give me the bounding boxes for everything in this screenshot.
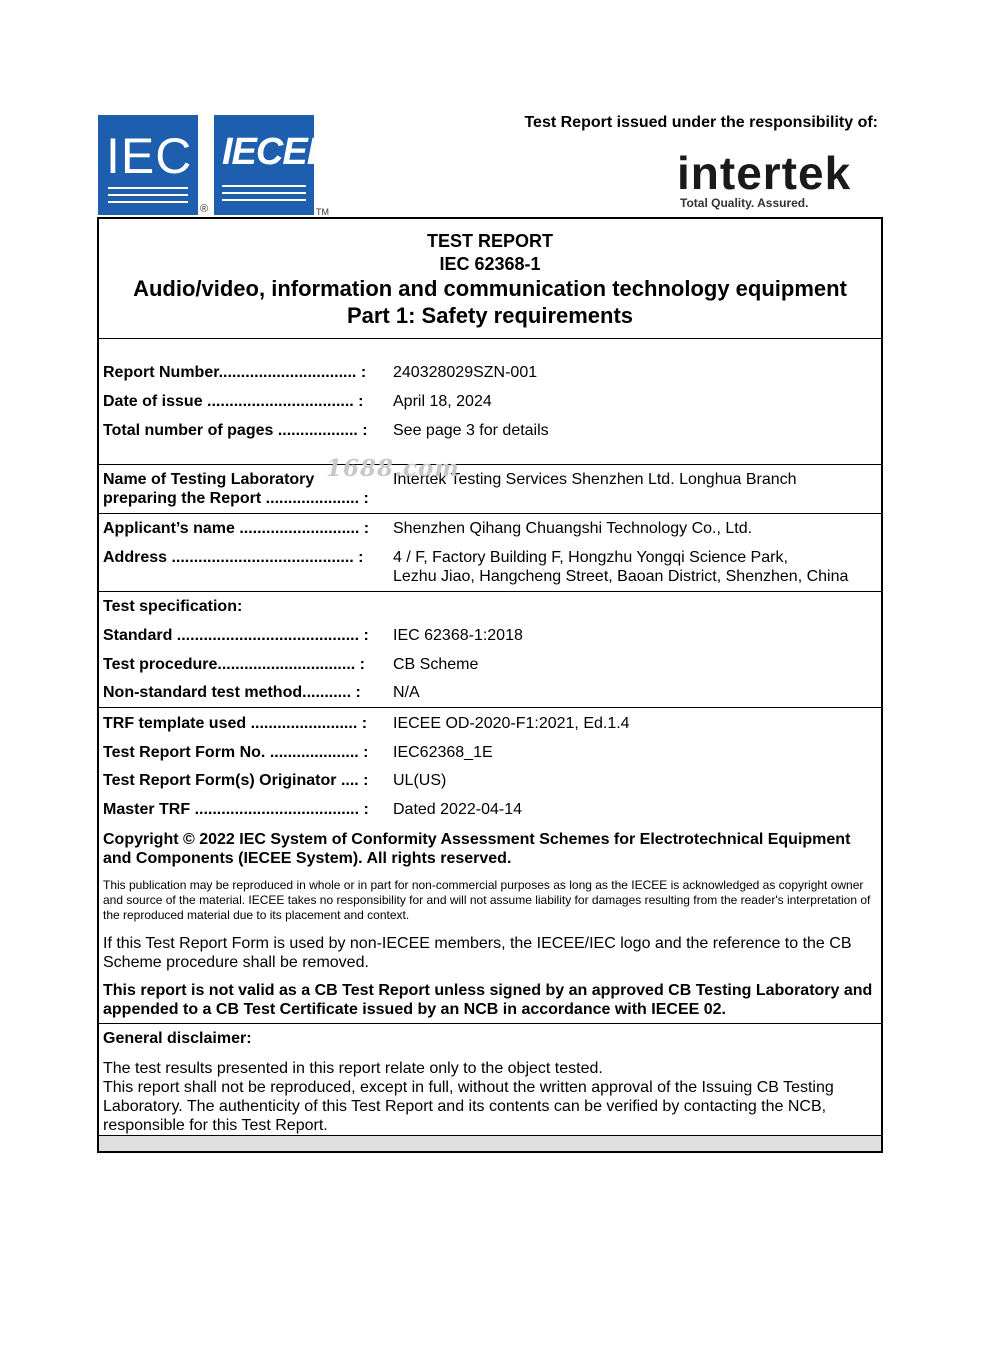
report-number-value: 240328029SZN-001 <box>393 364 538 381</box>
master-trf-value: Dated 2022-04-14 <box>393 801 522 818</box>
standard-value: IEC 62368-1:2018 <box>393 627 523 644</box>
title-equipment: Audio/video, information and communication technology equipment <box>133 276 847 301</box>
procedure-label: Test procedure............................... : <box>103 656 365 673</box>
divider <box>99 1023 881 1024</box>
iecee-logo-stripe <box>222 185 306 187</box>
applicant-name-label: Applicant’s name ........................... : <box>103 520 370 537</box>
master-trf-label: Master TRF ..................................... : <box>103 801 369 818</box>
disclaimer-heading: General disclaimer: <box>103 1030 252 1047</box>
pages-label: Total number of pages .................. : <box>103 422 368 439</box>
disclaimer-line2: This report shall not be reproduced, except in full, without the written approval of the Issuing CB Testing Laboratory. The authenticity of this Test Report and its contents can be verified by contacting the NCB, responsible for this Test Report. <box>103 1079 834 1134</box>
applicant-name-value: Shenzhen Qihang Chuangshi Technology Co., Ltd. <box>393 520 753 537</box>
iecee-logo-stripe <box>222 199 306 201</box>
issued-under-text: Test Report issued under the responsibility of: <box>524 114 878 131</box>
procedure-value: CB Scheme <box>393 656 479 673</box>
trf-template-value: IECEE OD-2020-F1:2021, Ed.1.4 <box>393 715 630 732</box>
title-standard: IEC 62368-1 <box>439 254 541 274</box>
iec-logo-stripe <box>108 187 188 189</box>
iecee-logo-text: IECEE <box>222 131 332 173</box>
iec-logo-stripe <box>108 194 188 196</box>
date-label: Date of issue ................................. : <box>103 393 364 410</box>
validity-notice: This report is not valid as a CB Test Report unless signed by an approved CB Testing Laboratory and appended to a CB Test Certificate issued by an NCB in accordance with IECEE 02. <box>103 982 873 1018</box>
copyright-heading: Copyright © 2022 IEC System of Conformity Assessment Schemes for Electrotechnical Equipment and Components (IECEE System). All rights reserved. <box>103 831 851 867</box>
address-line1: 4 / F, Factory Building F, Hongzhu Yongqi Science Park, <box>393 549 788 566</box>
nonstandard-label: Non-standard test method........... : <box>103 684 361 701</box>
intertek-tagline: Total Quality. Assured. <box>680 196 809 210</box>
title-test-report: TEST REPORT <box>426 231 553 251</box>
divider <box>99 513 881 514</box>
address-label: Address ......................................... : <box>103 549 364 566</box>
originator-label: Test Report Form(s) Originator .... : <box>103 772 369 789</box>
report-frame <box>97 217 883 1153</box>
watermark: 1688.com <box>326 455 460 482</box>
iec-logo <box>98 115 198 215</box>
form-no-value: IEC62368_1E <box>393 744 493 761</box>
address-line2: Lezhu Jiao, Hangcheng Street, Baoan District, Shenzhen, China <box>393 568 849 585</box>
intertek-logo: intertek <box>677 147 852 199</box>
divider <box>99 591 881 592</box>
iecee-logo-stripe <box>222 192 306 194</box>
lab-label-line2: preparing the Report ..................... : <box>103 490 369 507</box>
form-no-label: Test Report Form No. .................... : <box>103 744 369 761</box>
iec-logo-stripe <box>108 201 188 203</box>
report-number-label: Report Number............................... : <box>103 364 367 381</box>
standard-label: Standard ......................................... : <box>103 627 369 644</box>
trademark-mark: TM <box>316 207 329 217</box>
date-value: April 18, 2024 <box>393 393 492 410</box>
non-iecee-notice: If this Test Report Form is used by non-IECEE members, the IECEE/IEC logo and the reference to the CB Scheme procedure shall be removed. <box>103 935 852 971</box>
footer-bar <box>99 1135 881 1151</box>
lab-value: Intertek Testing Services Shenzhen Ltd. Longhua Branch <box>393 471 797 488</box>
disclaimer-line1: The test results presented in this report relate only to the object tested. <box>103 1060 603 1077</box>
originator-value: UL(US) <box>393 772 447 789</box>
registered-mark: ® <box>200 203 209 215</box>
divider <box>99 464 881 465</box>
trf-template-label: TRF template used ........................ : <box>103 715 368 732</box>
nonstandard-value: N/A <box>393 684 420 701</box>
title-part: Part 1: Safety requirements <box>346 303 634 328</box>
lab-label-line1: Name of Testing Laboratory <box>103 471 315 488</box>
divider <box>99 338 881 339</box>
copyright-small-text: This publication may be reproduced in whole or in part for non-commercial purposes as long as the IECEE is acknowledged as copyright owner and source of the material. IECEE takes no responsibility for and will not assume liability for damages resulting from the reader's interpretation of the reproduced material due to its placement and context. <box>103 878 871 922</box>
test-spec-heading: Test specification: <box>103 598 243 615</box>
divider <box>99 707 881 708</box>
pages-value: See page 3 for details <box>393 422 549 439</box>
iec-logo-text: IEC <box>106 128 193 184</box>
